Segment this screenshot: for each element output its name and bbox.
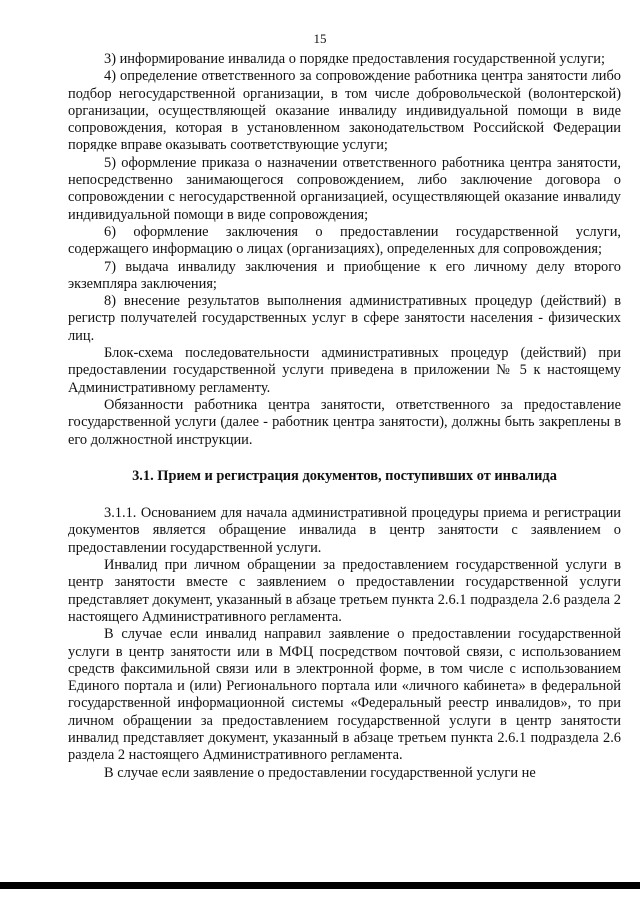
list-item: 4) определение ответственного за сопровождение работника центра занятости либо подбор негосударственной организации, в том числе добровольческой (волонтерской) организации, осуществляющей оказание инвалиду индивидуальной помощи в виде сопровождения, которая в установленном законодательством Российской Федерации порядке вправе оказывать соответствующие услуги;: [68, 68, 621, 154]
list-item: 6) оформление заключения о предоставлении государственной услуги, содержащего информацию о лицах (организациях), определенных для сопровождения;: [68, 223, 621, 258]
list-item: 7) выдача инвалиду заключения и приобщение к его личному делу второго экземпляра заключения;: [68, 258, 621, 292]
list-item: 5) оформление приказа о назначении ответственного работника центра занятости, непосредственно занимающегося сопровождением, либо заключение договора о сопровождении с негосударственной организацией, осуществляющей оказание инвалиду индивидуальной помощи в виде сопровождения;: [68, 154, 621, 223]
paragraph-duties: Обязанности работника центра занятости, ответственного за предоставление государственной услуги (далее - работник центра занятости), должны быть закреплены в его должностной инструкции.: [68, 396, 621, 448]
scan-bottom-border: [0, 882, 640, 889]
paragraph-remote-application: В случае если инвалид направил заявление о предоставлении государственной услуги в центр занятости или в МФЦ посредством почтовой связи, с использованием средств факсимильной связи или в электронной форме, в том числе с использованием Единого портала и (или) Регионального портала или «личного кабинета» в федеральной государственной информационной системы «Федеральный реестр инвалидов», то при личном обращении за предоставлением государственной услуги в центр занятости инвалид представляет документ, указанный в абзаце третьем пункта 2.6.1 подраздела 2.6 раздела 2 настоящего Административного регламента.: [68, 626, 621, 764]
paragraph-personal-appeal: Инвалид при личном обращении за предоставлением государственной услуги в центр занятости вместе с заявлением о предоставлении государственной услуги представляет документ, указанный в абзаце третьем пункта 2.6.1 подраздела 2.6 раздела 2 настоящего Административного регламента.: [68, 557, 621, 625]
paragraph-block-scheme: Блок-схема последовательности административных процедур (действий) при предоставлении государственной услуги приведена в приложении № 5 к настоящему Административному регламенту.: [68, 345, 621, 396]
list-item: 8) внесение результатов выполнения административных процедур (действий) в регистр получателей государственных услуг в сфере занятости населения - физических лиц.: [68, 293, 621, 344]
paragraph-last-partial: В случае если заявление о предоставлении государственной услуги не: [104, 764, 536, 781]
list-item: 3) информирование инвалида о порядке предоставления государственной услуги;: [104, 51, 605, 67]
paragraph-3-1-1: 3.1.1. Основанием для начала административной процедуры приема и регистрации документов является обращение инвалида в центр занятости с заявлением о предоставлении государственной услуги.: [68, 505, 621, 556]
section-heading: 3.1. Прием и регистрация документов, поступивших от инвалида: [132, 467, 557, 484]
page-number: 15: [313, 31, 327, 46]
document-body: [68, 51, 621, 782]
